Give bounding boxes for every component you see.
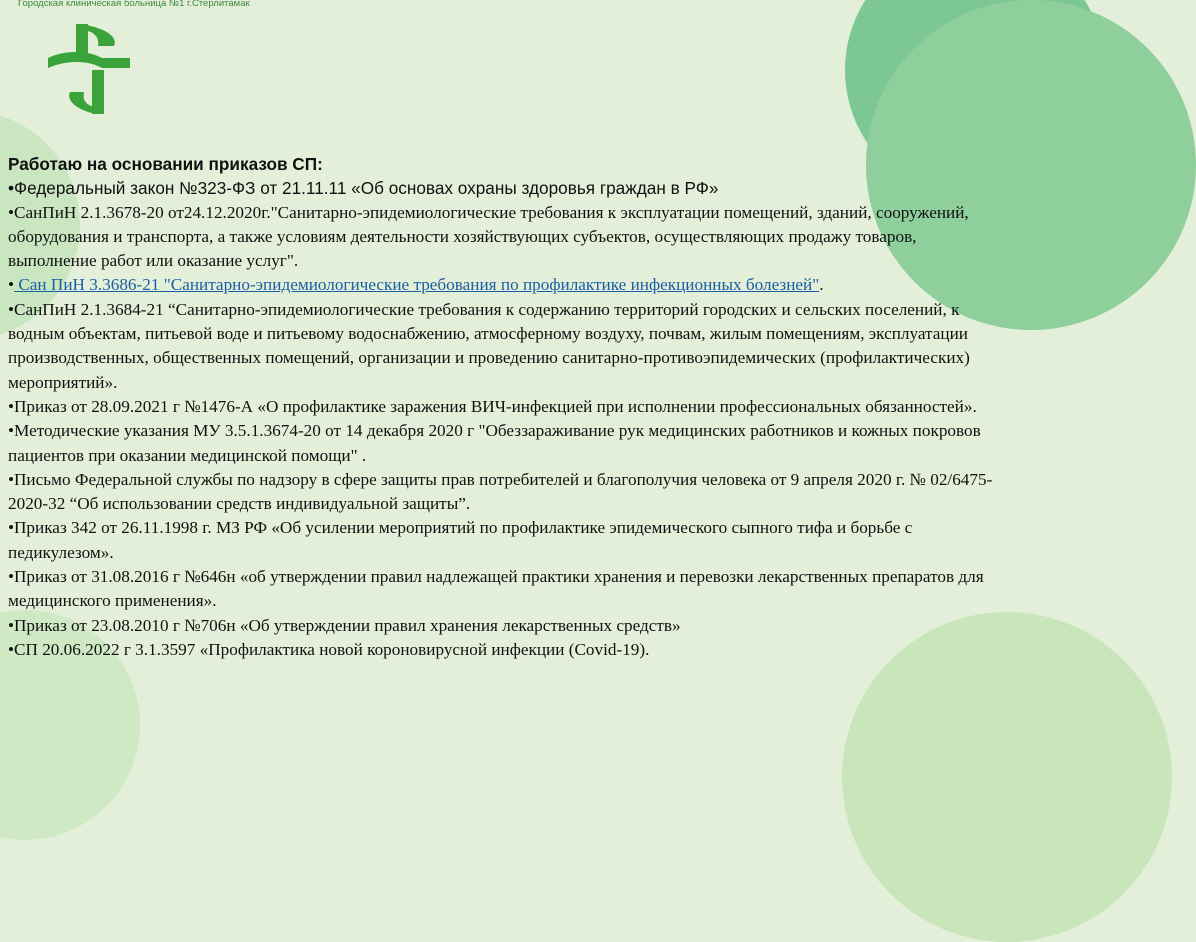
list-item: •Приказ от 28.09.2021 г №1476-А «О профилактике заражения ВИЧ-инфекцией при исполнении профессиональных обязанностей». bbox=[8, 396, 977, 416]
list-item: •Письмо Федеральной службы по надзору в сфере защиты прав потребителей и благополучия человека от 9 апреля 2020 г. № 02/6475-2020-32 “Об использовании средств индивидуальной защиты”. bbox=[8, 469, 993, 514]
hospital-logo bbox=[18, 0, 250, 130]
list-item: •СанПиН 2.1.3678-20 от24.12.2020г."Санитарно-эпидемиологические требования к эксплуатации помещений, зданий, сооружений, оборудования и транспорта, а также условиям деятельности хозяйствующих субъектов, осуществляющих продажу товаров, выполнение работ или оказание услуг". bbox=[8, 202, 969, 271]
logo-text: Городская клиническая больница №1 г.Стерлитамак bbox=[18, 0, 250, 9]
list-item: •Федеральный закон №323-ФЗ от 21.11.11 «Об основах охраны здоровья граждан в РФ» bbox=[8, 178, 719, 199]
list-item: •СанПиН 2.1.3684-21 “Санитарно-эпидемиологические требования к содержанию территорий городских и сельских поселений, к водным объектам, питьевой воде и питьевому водоснабжению, атмосферному воздуху, почвам, жилым помещениям, эксплуатации производственных, общественных помещений, организации и проведению санитарно-противоэпидемических (профилактических) мероприятий». bbox=[8, 299, 970, 392]
bullet: • bbox=[8, 275, 15, 295]
main-text bbox=[8, 152, 1008, 662]
list-item-link bbox=[8, 273, 1008, 297]
list-item: •Приказ 342 от 26.11.1998 г. МЗ РФ «Об усилении мероприятий по профилактике эпидемического сыпного тифа и борьбе с педикулезом». bbox=[8, 518, 913, 562]
heading: Работаю на основании приказов СП: bbox=[8, 154, 323, 174]
link-suffix: . bbox=[819, 275, 824, 295]
medical-cross-logo-icon bbox=[48, 24, 130, 114]
list-item: •Методические указания МУ 3.5.1.3674-20 от 14 декабря 2020 г "Обеззараживание рук медицинских работников и кожных покровов пациентов при оказании медицинской помощи" . bbox=[8, 421, 981, 465]
list-item: •Приказ от 23.08.2010 г №706н «Об утверждении правил хранения лекарственных средств» bbox=[8, 615, 681, 635]
list-item: •Приказ от 31.08.2016 г №646н «об утверждении правил надлежащей практики хранения и перевозки лекарственных препаратов для медицинского применения». bbox=[8, 567, 984, 611]
list-item: •СП 20.06.2022 г 3.1.3597 «Профилактика новой короновирусной инфекции (Covid-19). bbox=[8, 639, 650, 659]
sanpin-link[interactable]: Сан ПиН 3.3686-21 "Санитарно-эпидемиологические требования по профилактике инфекционных болезней" bbox=[14, 275, 820, 295]
